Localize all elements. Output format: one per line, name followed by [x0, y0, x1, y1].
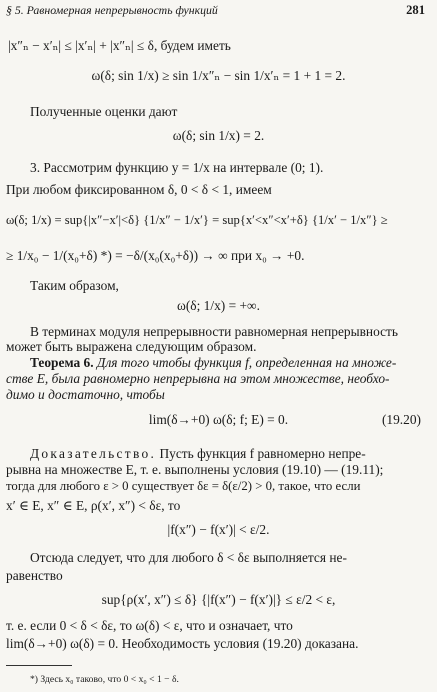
text-line: рывна на множестве E, т. е. выполнены условия (19.10) — (19.11); [6, 462, 384, 477]
formula: ≥ 1/x₀ − 1/(x₀+δ) *) = −δ/(x₀(x₀+δ)) → ∞ при x₀ → +0. [6, 248, 305, 263]
footnote-rule [6, 665, 72, 666]
text-line: 3. Рассмотрим функцию y = 1/x на интервале (0; 1). [30, 160, 324, 175]
formula: ω(δ; 1/x) = +∞. [177, 298, 260, 313]
theorem-label: Теорема 6. [30, 355, 94, 370]
text-line: В терминах модуля непрерывности равномерная непрерывность [30, 324, 399, 339]
theorem-text: Для того чтобы функция f, определенная на множе- [93, 355, 397, 370]
formula: ω(δ; sin 1/x) ≥ sin 1/x″ₙ − sin 1/x′ₙ = 1 + 1 = 2. [91, 68, 346, 83]
formula: lim(δ→+0) ω(δ; f; E) = 0. [148, 412, 289, 427]
formula: sup{ρ(x′, x″) ≤ δ} {|f(x″) − f(x′)|} ≤ ε/2 < ε, [101, 592, 336, 607]
equation-number: (19.20) [381, 412, 421, 427]
text-line: Таким образом, [30, 278, 119, 293]
text-line: |x″ₙ − x′ₙ| ≤ |x′ₙ| + |x″ₙ| ≤ δ, будем иметь [8, 38, 231, 53]
text-line: Отсюда следует, что для любого δ < δε выполняется не- [30, 550, 347, 565]
text-line: При любом фиксированном δ, 0 < δ < 1, имеем [6, 182, 272, 197]
text-line: x′ ∈ E, x″ ∈ E, ρ(x′, x″) < δε, то [6, 498, 181, 513]
proof-label: Доказательство. [30, 446, 157, 461]
text-line: равенство [6, 568, 63, 583]
theorem-text: стве E, была равномерно непрерывна на этом множестве, необхо- [6, 371, 390, 386]
formula: |f(x″) − f(x′)| < ε/2. [167, 522, 270, 537]
text-line: может быть выражена следующим образом. [6, 339, 257, 354]
footnote: *) Здесь x₀ таково, что 0 < x₀ < 1 − δ. [30, 674, 179, 685]
page-number: 281 [406, 3, 425, 17]
proof-text: Пусть функция f равномерно непре- [156, 446, 366, 461]
text-line: lim(δ→+0) ω(δ) = 0. Необходимость условия (19.20) доказана. [6, 636, 359, 651]
text-line: тогда для любого ε > 0 существует δε = δ(ε/2) > 0, такое, что если [6, 479, 361, 493]
proof-paragraph [30, 446, 366, 462]
text-line: Полученные оценки дают [30, 104, 178, 119]
formula: ω(δ; sin 1/x) = 2. [172, 128, 265, 143]
formula: ω(δ; 1/x) = sup{|x″−x′|<δ} {1/x″ − 1/x′} = sup{x′<x″<x′+δ} {1/x′ − 1/x″} ≥ [6, 213, 388, 227]
theorem-text: димо и достаточно, чтобы [6, 387, 165, 402]
running-header: § 5. Равномерная непрерывность функций [6, 3, 218, 17]
text-line: т. е. если 0 < δ < δε, то ω(δ) < ε, что и означает, что [6, 618, 293, 633]
theorem-statement [30, 355, 396, 371]
